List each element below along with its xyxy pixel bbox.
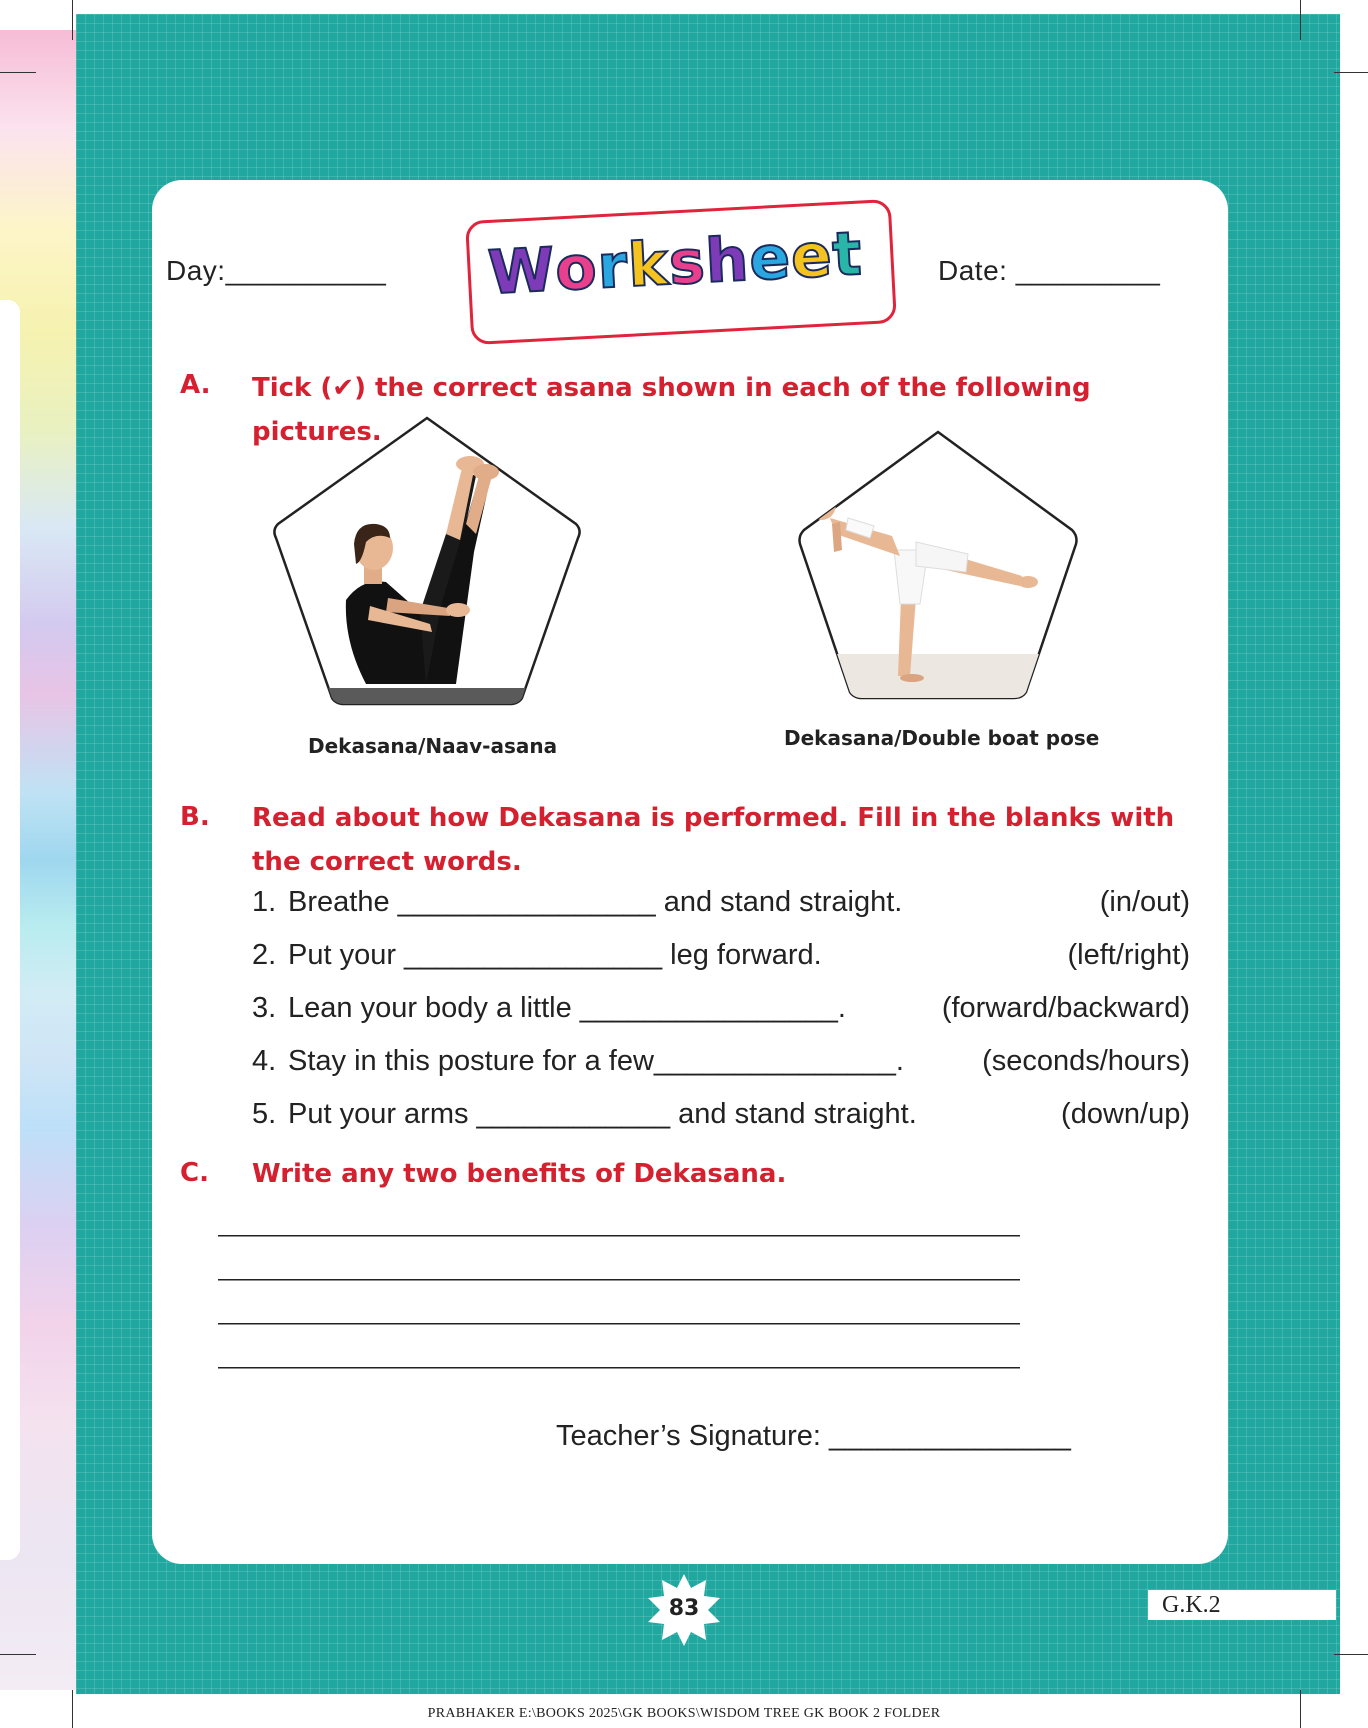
- item-number: 3.: [252, 992, 277, 1024]
- writing-line: ____________________________________________: [218, 1206, 1019, 1243]
- image-1-caption: Dekasana/Naav-asana: [308, 734, 558, 758]
- image-2-caption: Dekasana/Double boat pose: [784, 726, 1100, 750]
- fill-blank-item: [252, 1045, 1190, 1085]
- item-options: (in/out): [1099, 886, 1190, 918]
- teacher-signature: Teacher’s Signature: _______________: [556, 1420, 1071, 1452]
- section-c-title: Write any two benefits of Dekasana.: [252, 1159, 787, 1189]
- title-letter: e: [747, 222, 793, 295]
- print-footer: PRABHAKER E:\BOOKS 2025\GK BOOKS\WISDOM TREE GK BOOK 2 FOLDER: [427, 1706, 941, 1721]
- title-letter: h: [703, 224, 752, 298]
- item-text: Put your arms ____________ and stand straight.: [288, 1098, 917, 1130]
- page-edge: [0, 300, 20, 1560]
- title-letter: t: [830, 218, 865, 291]
- title-letter: W: [486, 234, 558, 309]
- crop-mark: [1334, 1654, 1368, 1655]
- item-text: Put your ________________ leg forward.: [288, 939, 822, 971]
- day-field: Day:__________: [166, 255, 387, 286]
- item-number: 4.: [252, 1045, 277, 1077]
- crop-mark: [1300, 0, 1301, 40]
- writing-line: ____________________________________________: [218, 1294, 1019, 1331]
- item-text: Breathe ________________ and stand straight.: [288, 886, 903, 918]
- title-letter: r: [595, 231, 630, 303]
- item-options: (seconds/hours): [982, 1045, 1190, 1077]
- page-number-badge: [646, 1572, 722, 1648]
- date-field: Date: _________: [938, 255, 1161, 286]
- boat-pose-image: [270, 412, 584, 712]
- crop-mark: [0, 72, 36, 73]
- section-a-title: Tick (✔) the correct asana shown in each of the following pictures.: [252, 373, 1091, 447]
- item-number: 5.: [252, 1098, 277, 1130]
- section-c-letter: C.: [180, 1158, 209, 1188]
- section-a-letter: A.: [180, 370, 211, 400]
- crop-mark: [0, 1654, 36, 1655]
- item-options: (left/right): [1067, 939, 1190, 971]
- crop-mark: [72, 0, 73, 40]
- section-b-letter: B.: [180, 802, 210, 832]
- fill-blank-item: [252, 1098, 1190, 1138]
- fill-blank-item: [252, 939, 1190, 979]
- crop-mark: [1334, 72, 1368, 73]
- item-number: 1.: [252, 886, 277, 918]
- standing-pose-image: [796, 426, 1080, 706]
- page-number: 83: [668, 1596, 700, 1621]
- item-text: Lean your body a little ________________.: [288, 992, 846, 1024]
- item-number: 2.: [252, 939, 277, 971]
- writing-line: ____________________________________________: [218, 1250, 1019, 1287]
- section-b-title: Read about how Dekasana is performed. Fill in the blanks with the correct words.: [252, 803, 1175, 877]
- writing-line: ____________________________________________: [218, 1338, 1019, 1375]
- item-text: Stay in this posture for a few_______________.: [288, 1045, 904, 1077]
- fill-blank-item: [252, 886, 1190, 926]
- title-letter: s: [667, 227, 708, 299]
- book-code: G.K.2: [1148, 1590, 1336, 1620]
- item-options: (forward/backward): [941, 992, 1190, 1024]
- title-letter: k: [626, 229, 671, 302]
- title-letter: o: [553, 232, 600, 305]
- title-letter: e: [789, 220, 835, 293]
- fill-blank-item: [252, 992, 1190, 1032]
- item-options: (down/up): [1061, 1098, 1190, 1130]
